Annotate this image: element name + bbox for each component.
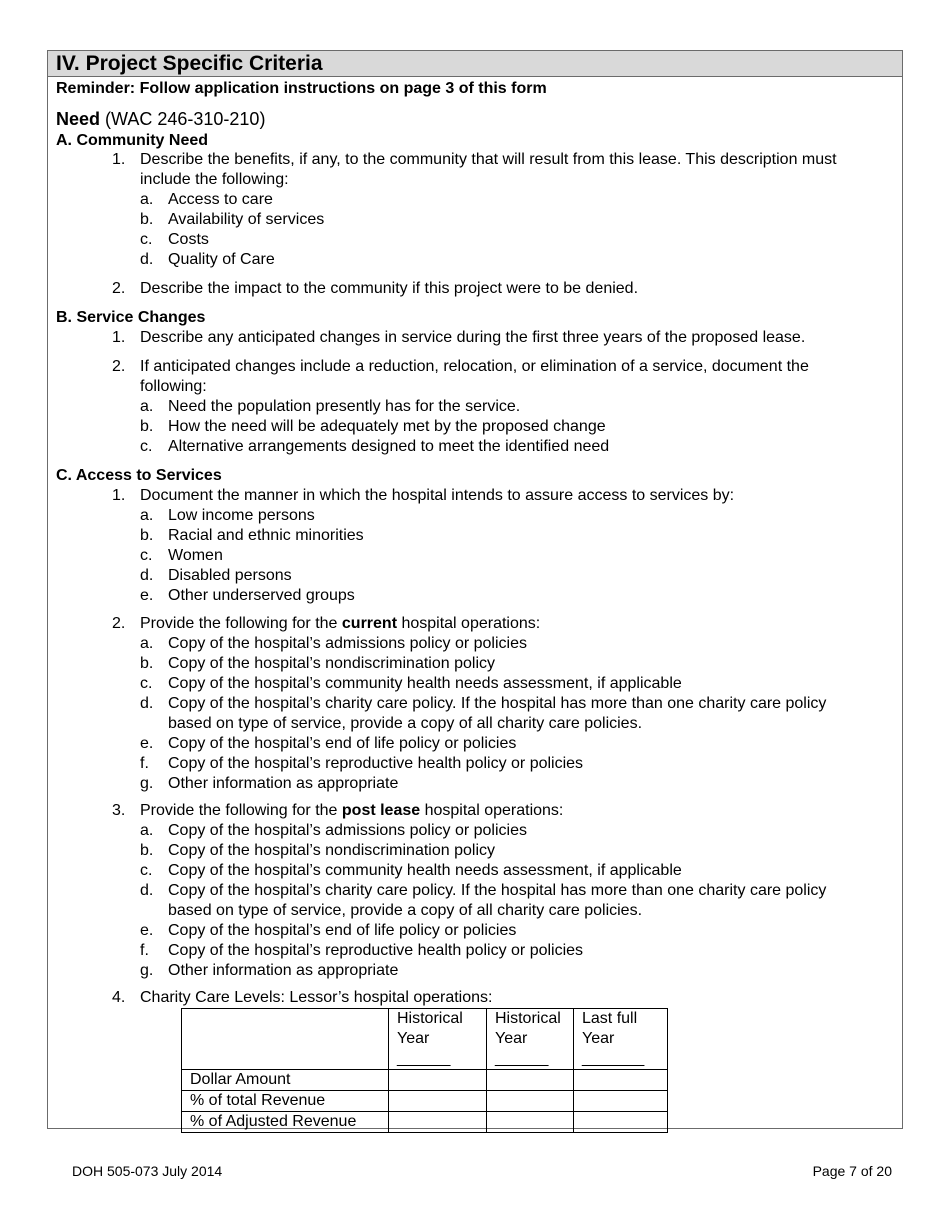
list-item: Racial and ethnic minorities: [168, 527, 364, 544]
question-text-part: Provide the following for the: [140, 615, 342, 632]
list-item: Copy of the hospital’s nondiscrimination policy: [168, 655, 495, 672]
table-header-cell: [389, 1009, 487, 1070]
list-item: Copy of the hospital’s community health needs assessment, if applicable: [168, 675, 682, 692]
table-cell[interactable]: [574, 1112, 668, 1133]
list-letter: e.: [140, 587, 154, 604]
list-item: Copy of the hospital’s admissions policy or policies: [168, 822, 527, 839]
table-row: [182, 1070, 668, 1091]
list-item: Disabled persons: [168, 567, 292, 584]
list-item: Copy of the hospital’s reproductive health policy or policies: [168, 942, 584, 959]
list-letter: f.: [140, 755, 149, 772]
table-cell[interactable]: [487, 1070, 574, 1091]
need-heading: [56, 108, 265, 130]
list-item: Copy of the hospital’s end of life policy or policies: [168, 735, 517, 752]
list-item: How the need will be adequately met by the proposed change: [168, 418, 606, 435]
row-label: Dollar Amount: [182, 1070, 389, 1091]
list-item: Other information as appropriate: [168, 962, 399, 979]
year-blank: ______: [397, 1050, 451, 1067]
list-item: Copy of the hospital’s nondiscrimination policy: [168, 842, 495, 859]
list-letter: a.: [140, 398, 154, 415]
list-item: Costs: [168, 231, 209, 248]
community-need-heading: A. Community Need: [56, 132, 209, 149]
list-letter: e.: [140, 735, 154, 752]
list-letter: c.: [140, 862, 153, 879]
list-letter: e.: [140, 922, 154, 939]
reminder-text: Reminder: Follow application instructions on page 3 of this form: [56, 80, 547, 97]
list-item: Other underserved groups: [168, 587, 355, 604]
list-number: 3.: [112, 802, 126, 819]
question-text-part: hospital operations:: [420, 802, 564, 819]
list-item: Copy of the hospital’s community health needs assessment, if applicable: [168, 862, 682, 879]
list-letter: b.: [140, 527, 154, 544]
row-label: % of total Revenue: [182, 1091, 389, 1112]
list-number: 1.: [112, 487, 126, 504]
year-blank: ______: [495, 1050, 549, 1067]
header-line: Year: [582, 1030, 615, 1047]
table-row: [182, 1091, 668, 1112]
question-text: If anticipated changes include a reduction, relocation, or elimination of a service, document the: [140, 358, 809, 375]
list-letter: c.: [140, 438, 153, 455]
header-line: Historical: [397, 1010, 463, 1027]
table-cell[interactable]: [574, 1070, 668, 1091]
service-changes-heading: B. Service Changes: [56, 309, 206, 326]
table-cell[interactable]: [574, 1091, 668, 1112]
list-item: Copy of the hospital’s charity care policy. If the hospital has more than one charity care policy: [168, 695, 827, 712]
question-text-part: Provide the following for the: [140, 802, 342, 819]
list-letter: d.: [140, 882, 154, 899]
emphasis-post-lease: post lease: [341, 802, 421, 819]
access-to-services-heading: C. Access to Services: [56, 467, 222, 484]
question-text: following:: [140, 378, 207, 395]
list-item: Low income persons: [168, 507, 315, 524]
list-letter: g.: [140, 962, 154, 979]
list-item: Alternative arrangements designed to meet the identified need: [168, 438, 610, 455]
list-letter: f.: [140, 942, 149, 959]
question-text: [140, 801, 563, 821]
list-item: Copy of the hospital’s reproductive health policy or policies: [168, 755, 584, 772]
header-line: Last full: [582, 1010, 638, 1027]
table-cell[interactable]: [389, 1091, 487, 1112]
question-text: Charity Care Levels: Lessor’s hospital operations:: [140, 989, 493, 1006]
list-item: Copy of the hospital’s charity care policy. If the hospital has more than one charity care policy: [168, 882, 827, 899]
header-line: Historical: [495, 1010, 561, 1027]
list-letter: d.: [140, 567, 154, 584]
list-letter: d.: [140, 251, 154, 268]
question-text: Describe any anticipated changes in service during the first three years of the proposed lease.: [140, 329, 806, 346]
list-item: Need the population presently has for the service.: [168, 398, 521, 415]
list-number: 1.: [112, 151, 126, 168]
list-item: Copy of the hospital’s admissions policy or policies: [168, 635, 527, 652]
section-header: [48, 51, 902, 77]
need-reference: (WAC 246-310-210): [105, 109, 266, 129]
question-text: Describe the impact to the community if this project were to be denied.: [140, 280, 639, 297]
question-text: include the following:: [140, 171, 289, 188]
list-letter: b.: [140, 211, 154, 228]
table-cell[interactable]: [487, 1091, 574, 1112]
question-text: Describe the benefits, if any, to the community that will result from this lease. This description must: [140, 151, 837, 168]
form-frame: [47, 50, 903, 1129]
list-letter: a.: [140, 822, 154, 839]
list-letter: d.: [140, 695, 154, 712]
table-corner-cell: [182, 1009, 389, 1070]
list-number: 4.: [112, 989, 126, 1006]
list-item: based on type of service, provide a copy of all charity care policies.: [168, 715, 643, 732]
list-number: 1.: [112, 329, 126, 346]
list-number: 2.: [112, 280, 126, 297]
question-text: [140, 614, 540, 634]
question-text: Document the manner in which the hospital intends to assure access to services by:: [140, 487, 735, 504]
list-letter: b.: [140, 418, 154, 435]
list-letter: a.: [140, 191, 154, 208]
emphasis-current: current: [341, 615, 398, 632]
list-letter: g.: [140, 775, 154, 792]
table-cell[interactable]: [389, 1070, 487, 1091]
header-line: Year: [397, 1030, 430, 1047]
list-item: Availability of services: [168, 211, 325, 228]
table-header-cell: [487, 1009, 574, 1070]
list-item: Quality of Care: [168, 251, 275, 268]
list-letter: b.: [140, 655, 154, 672]
list-item: Women: [168, 547, 223, 564]
need-label: Need: [56, 109, 101, 129]
list-number: 2.: [112, 615, 126, 632]
charity-care-table: [181, 1008, 668, 1133]
list-letter: c.: [140, 675, 153, 692]
list-item: Copy of the hospital’s end of life policy or policies: [168, 922, 517, 939]
year-blank: _______: [582, 1050, 645, 1067]
list-letter: c.: [140, 231, 153, 248]
list-letter: b.: [140, 842, 154, 859]
footer-page-number: Page 7 of 20: [812, 1163, 892, 1179]
table-cell[interactable]: [389, 1112, 487, 1133]
list-letter: a.: [140, 635, 154, 652]
row-label: % of Adjusted Revenue: [182, 1112, 389, 1133]
table-row: [182, 1112, 668, 1133]
footer-form-id: DOH 505-073 July 2014: [72, 1163, 223, 1179]
table-cell[interactable]: [487, 1112, 574, 1133]
list-letter: c.: [140, 547, 153, 564]
table-header-cell: [574, 1009, 668, 1070]
header-line: Year: [495, 1030, 528, 1047]
table-header-row: [182, 1009, 668, 1070]
list-item: based on type of service, provide a copy of all charity care policies.: [168, 902, 643, 919]
list-number: 2.: [112, 358, 126, 375]
list-letter: a.: [140, 507, 154, 524]
section-title: IV. Project Specific Criteria: [56, 52, 323, 75]
list-item: Other information as appropriate: [168, 775, 399, 792]
list-item: Access to care: [168, 191, 273, 208]
question-text-part: hospital operations:: [397, 615, 541, 632]
